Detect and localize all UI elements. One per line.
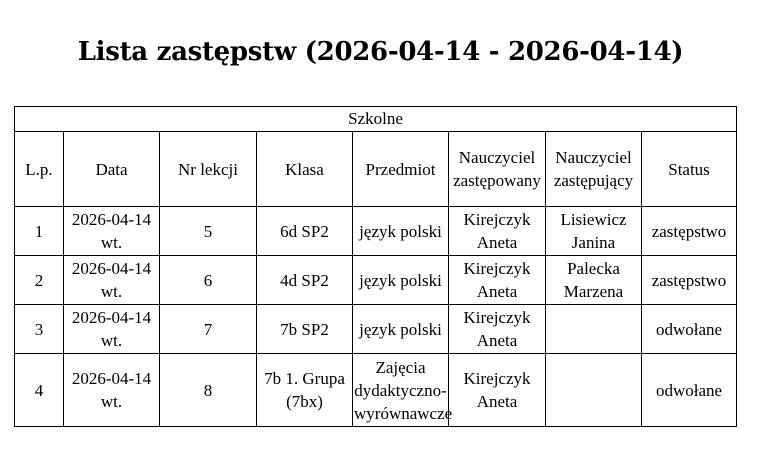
column-header-absent-teacher: Nauczyciel zastępowany [449, 132, 546, 207]
cell-status: zastępstwo [642, 207, 737, 256]
column-header-class: Klasa [257, 132, 353, 207]
cell-subject: język polski [353, 207, 449, 256]
cell-weekday: wt. [100, 233, 123, 252]
cell-weekday: wt. [100, 392, 123, 411]
column-header-subject: Przedmiot [353, 132, 449, 207]
column-header-status: Status [642, 132, 737, 207]
cell-lp: 3 [15, 305, 64, 354]
column-header-lp: L.p. [15, 132, 64, 207]
cell-absent-teacher: Kirejczyk Aneta [449, 354, 546, 427]
cell-weekday: wt. [100, 331, 123, 350]
cell-status: zastępstwo [642, 256, 737, 305]
cell-subject: język polski [353, 305, 449, 354]
table-row [15, 256, 737, 305]
table-row [15, 207, 737, 256]
cell-subject: Zajęcia dydaktyczno-wyrównawcze [353, 354, 449, 427]
substitutions-table [14, 106, 737, 427]
cell-class: 4d SP2 [257, 256, 353, 305]
cell-class: 6d SP2 [257, 207, 353, 256]
cell-date-value: 2026-04-14 [71, 369, 152, 388]
cell-lp: 2 [15, 256, 64, 305]
cell-date [64, 354, 160, 427]
cell-status: odwołane [642, 305, 737, 354]
cell-class: 7b 1. Grupa (7bx) [257, 354, 353, 427]
section-title: Szkolne [15, 107, 737, 132]
cell-lesson: 7 [160, 305, 257, 354]
table-row [15, 305, 737, 354]
table-row [15, 354, 737, 427]
cell-subject: język polski [353, 256, 449, 305]
cell-absent-teacher: Kirejczyk Aneta [449, 256, 546, 305]
column-header-row [15, 132, 737, 207]
cell-date-value: 2026-04-14 [71, 308, 152, 327]
cell-date [64, 256, 160, 305]
cell-absent-teacher: Kirejczyk Aneta [449, 207, 546, 256]
column-header-lesson: Nr lekcji [160, 132, 257, 207]
page-title: Lista zastępstw (2026-04-14 - 2026-04-14) [77, 37, 684, 67]
column-header-substitute-teacher: Nauczyciel zastępujący [546, 132, 642, 207]
column-header-date: Data [64, 132, 160, 207]
cell-substitute-teacher: Palecka Marzena [546, 256, 642, 305]
cell-date [64, 305, 160, 354]
cell-lesson: 5 [160, 207, 257, 256]
section-header-row [15, 107, 737, 132]
cell-date-value: 2026-04-14 [71, 210, 152, 229]
cell-substitute-teacher [546, 354, 642, 427]
cell-lp: 4 [15, 354, 64, 427]
cell-absent-teacher: Kirejczyk Aneta [449, 305, 546, 354]
cell-status: odwołane [642, 354, 737, 427]
cell-class: 7b SP2 [257, 305, 353, 354]
cell-lesson: 8 [160, 354, 257, 427]
cell-substitute-teacher: Lisiewicz Janina [546, 207, 642, 256]
cell-lp: 1 [15, 207, 64, 256]
cell-substitute-teacher [546, 305, 642, 354]
cell-lesson: 6 [160, 256, 257, 305]
cell-date-value: 2026-04-14 [71, 259, 152, 278]
cell-date [64, 207, 160, 256]
cell-weekday: wt. [100, 282, 123, 301]
